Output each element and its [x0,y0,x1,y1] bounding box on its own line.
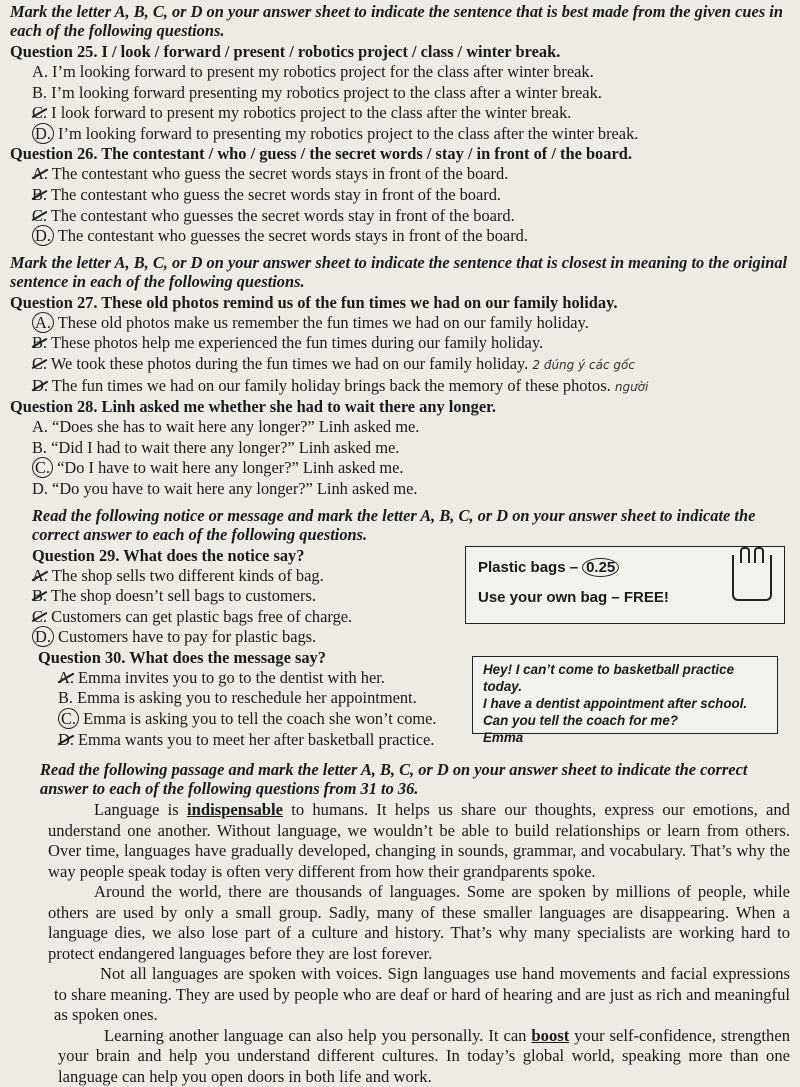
emma-message [472,656,778,745]
q30-option-b[interactable]: B. Emma is asking you to reschedule her appointment. [58,688,417,708]
q28-option-c[interactable]: C. “Do I have to wait here any longer?” Linh asked me. [10,458,790,479]
question-30-title: Question 30. What does the message say? [38,647,326,667]
q26-option-a[interactable]: A. The contestant who guess the secret words stays in front of the board. [32,164,509,184]
question-27-title: Question 27. These old photos remind us of the fun times we had on our family holiday. [10,292,618,312]
question-26-title: Question 26. The contestant / who / guess / the secret words / stay / in front of / the board. [10,144,632,164]
q29-option-d[interactable]: D. Customers have to pay for plastic bags. [10,627,790,648]
q29-option-b[interactable]: B. The shop doesn’t sell bags to customers. [32,586,316,606]
q28-option-d[interactable]: D. “Do you have to wait here any longer?” Linh asked me. [32,478,418,498]
question-28-title: Question 28. Linh asked me whether she had to wait there any longer. [10,397,496,417]
q27-option-a[interactable]: A. These old photos make us remember the fun times we had on our family holiday. [10,313,790,334]
q26-option-b[interactable]: B. The contestant who guess the secret words stay in front of the board. [32,184,502,204]
handwritten-note-d: người [614,379,649,394]
shopping-bag-icon [732,555,772,601]
q25-option-d[interactable]: D. I’m looking forward to presenting my robotics project to the class after the winter break. [10,124,790,145]
passage-paragraph-2: Around the world, there are thousands of languages. Some are spoken by millions of people, while others are used by only a small group. Sadly, many of these smaller languages are disappearing. When a language dies, we also lose part of a culture and history. That’s why many specialists are working hard to protect endangered languages before they are lost forever. [48,882,790,963]
q28-option-b[interactable]: B. “Did I had to wait there any longer?” Linh asked me. [32,437,400,457]
q26-option-c[interactable]: C. The contestant who guesses the secret words stay in front of the board. [32,205,515,225]
q25-option-b[interactable]: B. I’m looking forward presenting my robotics project to the class after a winter break. [32,82,602,102]
message-line-2: I have a dentist appointment after school. [483,695,748,711]
q28-option-a[interactable]: A. “Does she has to wait here any longer?” Linh asked me. [32,417,420,437]
passage-paragraph-3: Not all languages are spoken with voices. Sign languages use hand movements and facial expressions to share meaning. They are used by people who are deaf or hard of hearing and are just as rich and meaningful as spoken ones. [54,964,790,1025]
q30-option-d[interactable]: D. Emma wants you to meet her after basketball practice. [58,729,435,749]
notice-line-1: Plastic bags – [478,558,579,576]
question-29-title: Question 29. What does the notice say? [32,545,305,565]
question-29-block [10,546,790,648]
q27-option-d[interactable]: D. The fun times we had on our family holiday brings back the memory of these photos. người [32,375,649,395]
q30-option-c[interactable]: C. Emma is asking you to tell the coach she won’t come. [10,709,790,730]
q30-option-a[interactable]: A. Emma invites you to go to the dentist with her. [58,667,385,687]
message-signature: Emma [483,729,524,745]
q25-option-c[interactable]: C. I look forward to present my robotics project to the class after the winter break. [32,103,572,123]
q29-option-a[interactable]: A. The shop sells two different kinds of bag. [32,565,324,585]
notice-price: 0.25 [582,558,619,577]
plastic-bag-notice [465,546,785,624]
keyword-boost: boost [531,1025,570,1045]
q27-option-c[interactable]: C. We took these photos during the fun times we had on our family holiday. 2 đúng ý các gốc [32,353,635,373]
section2-instruction: Mark the letter A, B, C, or D on your answer sheet to indicate the sentence that is closest in meaning to the original sentence in each of the following questions. [10,252,788,291]
q25-option-a[interactable]: A. I’m looking forward to present my robotics project for the class after winter break. [32,62,594,81]
message-line-3: Can you tell the coach for me? [483,712,678,728]
notice-line-2: Use your own bag – FREE! [478,588,669,606]
q26-option-d[interactable]: D. The contestant who guesses the secret words stays in front of the board. [10,226,790,247]
passage-paragraph-4: Learning another language can also help you personally. It can boost your self-confidence, strengthen your brain and help you understand different cultures. In today’s global world, speaking more than one language can help you open doors in both life and work. [58,1025,790,1086]
keyword-indispensable: indispensable [187,800,283,820]
section1-instruction: Mark the letter A, B, C, or D on your answer sheet to indicate the sentence that is best made from the given cues in each of the following questions. [10,2,783,40]
message-line-1: Hey! I can’t come to basketball practice today. [483,661,735,694]
section3-instruction: Read the following notice or message and mark the letter A, B, C, or D on your answer sheet to indicate the correct answer to each of the following questions. [32,505,756,544]
q29-option-c[interactable]: C. Customers can get plastic bags free of charge. [32,606,353,626]
handwritten-note-c: 2 đúng ý các gốc [532,357,635,372]
q27-option-b[interactable]: B. These photos help me experienced the fun times during our family holiday. [32,333,544,353]
section4-instruction: Read the following passage and mark the letter A, B, C, or D on your answer sheet to indicate the correct answer to each of the following questions from 31 to 36. [40,760,748,799]
question-30-block [10,648,790,750]
passage-paragraph-1: Language is indispensable to humans. It helps us share our thoughts, express our emotions, and understand one another. Without language, we wouldn’t be able to build relationships or learn from others. Over time, languages have gradually developed, changing in sounds, grammar, and vocabulary. That’s why the way people speak today is often very different from how their grandparents spoke. [48,800,790,881]
question-25-title: Question 25. I / look / forward / present / robotics project / class / winter break. [10,42,561,61]
